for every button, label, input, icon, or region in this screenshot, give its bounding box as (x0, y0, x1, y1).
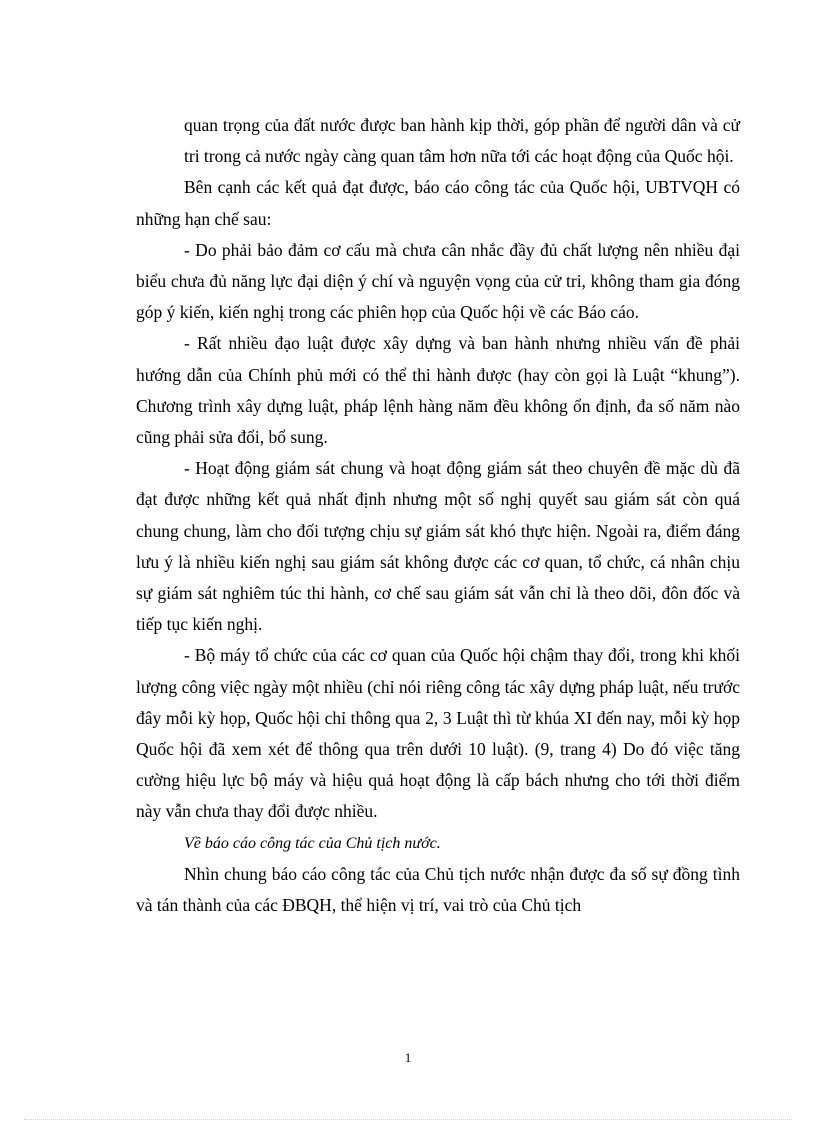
page-number: 1 (404, 1050, 412, 1065)
paragraph-limitation-legislation: - Rất nhiều đạo luật được xây dựng và ban hành nhưng nhiều vấn đề phải hướng dẫn của Chính phủ mới có thể thi hành được (hay còn gọi là Luật “khung”). Chương trình xây dựng luật, pháp lệnh hàng năm đều không ổn định, đa số năm nào cũng phải sửa đổi, bổ sung. (136, 333, 740, 448)
paragraph-limitation-representation: - Do phải bảo đảm cơ cấu mà chưa cân nhắc đầy đủ chất lượng nên nhiều đại biểu chưa đủ năng lực đại diện ý chí và nguyện vọng của cử tri, không tham gia đóng góp ý kiến, kiến nghị trong các phiên họp của Quốc hội về các Báo cáo. (136, 239, 740, 323)
paragraph-limitation-apparatus: - Bộ máy tổ chức của các cơ quan của Quốc hội chậm thay đổi, trong khi khối lượng công việc ngày một nhiều (chỉ nói riêng công tác xây dựng pháp luật, nếu trước đây mỗi kỳ họp, Quốc hội chỉ thông qua 2, 3 Luật thì từ khúa XI đến nay, mỗi kỳ họp Quốc hội đã xem xét để thông qua trên dưới 10 luật). (9, trang 4) Do đó việc tăng cường hiệu lực bộ máy và hiệu quả hoạt động là cấp bách nhưng cho tới thời điểm này vẫn chưa thay đổi được nhiều. (136, 645, 740, 822)
paragraph-limitations-intro: Bên cạnh các kết quả đạt được, báo cáo công tác của Quốc hội, UBTVQH có những hạn chế sau: (136, 177, 740, 229)
section-heading-president-report: Về báo cáo công tác của Chủ tịch nước. (184, 834, 441, 852)
paragraph-continuation: quan trọng của đất nước được ban hành kịp thời, góp phần để người dân và cử tri trong cả nước ngày càng quan tâm hơn nữa tới các hoạt động của Quốc hội. (184, 115, 740, 167)
paragraph-limitation-supervision: - Hoạt động giám sát chung và hoạt động giám sát theo chuyên đề mặc dù đã đạt được những kết quả nhất định nhưng một số nghị quyết sau giám sát còn quá chung chung, làm cho đối tượng chịu sự giám sát khó thực hiện. Ngoài ra, điểm đáng lưu ý là nhiều kiến nghị sau giám sát không được các cơ quan, tổ chức, cá nhân chịu sự giám sát nghiêm túc thi hành, cơ chế sau giám sát vẫn chỉ là theo dõi, đôn đốc và tiếp tục kiến nghị. (136, 458, 740, 635)
body-text (136, 110, 740, 921)
page-bottom-divider (24, 1119, 792, 1120)
paragraph-president-report: Nhìn chung báo cáo công tác của Chủ tịch nước nhận được đa số sự đồng tình và tán thành của các ĐBQH, thể hiện vị trí, vai trò của Chủ tịch (136, 863, 740, 916)
